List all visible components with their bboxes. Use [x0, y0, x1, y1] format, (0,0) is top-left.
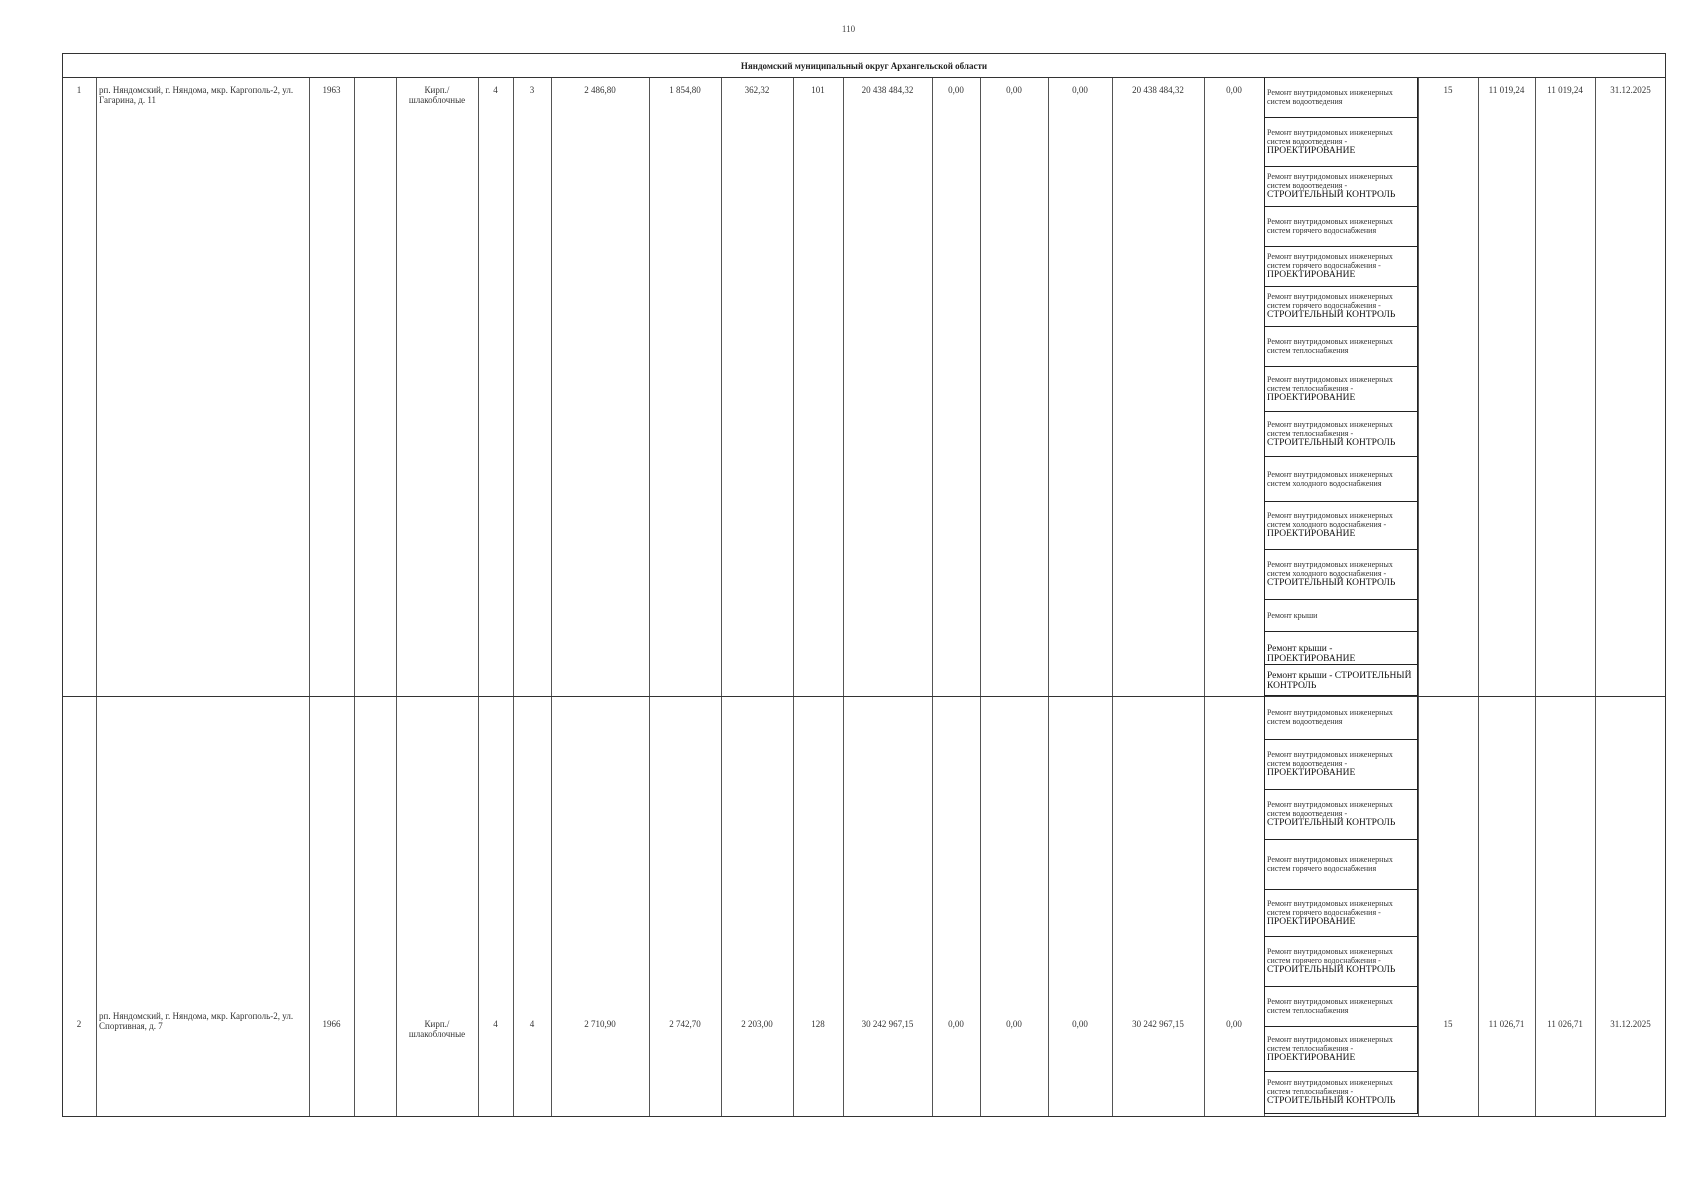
- work-type: [1267, 997, 1417, 1015]
- cell-num: 1: [76, 85, 82, 95]
- work-type-stage: ПРОЕКТИРОВАНИЕ: [1267, 768, 1356, 778]
- work-type-text: Ремонт крыши - ПРОЕКТИРОВАНИЕ: [1267, 643, 1356, 664]
- cell-area-owned: 362,32: [744, 85, 770, 95]
- work-type: [1267, 292, 1417, 320]
- cell-address: рп. Няндомский, г. Няндома, мкр. Каргополь-2, ул. Гагарина, д. 11: [99, 85, 294, 105]
- page-number: 110: [841, 24, 856, 34]
- work-type: [1267, 1078, 1417, 1106]
- column-divider: [1112, 78, 1113, 1116]
- column-divider: [1478, 78, 1479, 1116]
- work-type: [1267, 470, 1417, 488]
- work-type: [1267, 252, 1417, 280]
- work-type: [1267, 671, 1417, 691]
- column-divider: [649, 78, 650, 1116]
- work-type: [1267, 611, 1417, 620]
- work-type-text: Ремонт внутридомовых инженерных систем теплоснабжения -: [1267, 419, 1393, 438]
- cell-address: рп. Няндомский, г. Няндома, мкр. Каргополь-2, ул. Спортивная, д. 7: [99, 1011, 294, 1031]
- cell-cost-other: 0,00: [1226, 1019, 1242, 1029]
- cell-wall: Кирп./ шлакоблочные: [408, 1019, 466, 1039]
- column-divider: [793, 78, 794, 1116]
- work-type-text: Ремонт крыши: [1267, 611, 1318, 620]
- cell-entrances: 4: [529, 1019, 535, 1029]
- column-divider: [96, 78, 97, 1116]
- cell-cost-total: 30 242 967,15: [861, 1019, 914, 1029]
- cell-residents: 128: [811, 1019, 825, 1029]
- work-type-text: Ремонт внутридомовых инженерных систем холодного водоснабжения -: [1267, 511, 1393, 529]
- work-type-text: Ремонт внутридомовых инженерных систем горячего водоснабжения -: [1267, 292, 1393, 310]
- work-type: [1267, 88, 1417, 106]
- cell-area-living: 2 742,70: [669, 1019, 701, 1029]
- work-type-stage: СТРОИТЕЛЬНЫЙ КОНТРОЛЬ: [1267, 190, 1396, 200]
- cell-deadline: 31.12.2025: [1610, 85, 1651, 95]
- section-title: Няндомский муниципальный округ Архангельской области: [62, 53, 1666, 78]
- column-divider: [721, 78, 722, 1116]
- cell-area-living: 1 854,80: [669, 85, 701, 95]
- work-type: [1267, 420, 1417, 448]
- work-type-text: Ремонт внутридомовых инженерных систем горячего водоснабжения: [1267, 855, 1393, 873]
- work-type: [1267, 855, 1417, 873]
- table-frame: [62, 53, 1666, 1117]
- work-type-text: Ремонт внутридомовых инженерных систем теплоснабжения -: [1267, 1034, 1393, 1053]
- work-type: [1267, 899, 1417, 927]
- work-type-stage: СТРОИТЕЛЬНЫЙ КОНТРОЛЬ: [1267, 578, 1396, 588]
- cell-area-total: 2 710,90: [584, 1019, 616, 1029]
- cell-area-owned: 2 203,00: [741, 1019, 773, 1029]
- column-divider: [354, 78, 355, 1116]
- cell-term: 15: [1443, 85, 1453, 95]
- work-type-text: Ремонт внутридомовых инженерных систем холодного водоснабжения: [1267, 469, 1393, 488]
- cell-cost-total: 20 438 484,32: [861, 85, 914, 95]
- row-divider: [62, 696, 1666, 697]
- cell-year: 1966: [322, 1019, 341, 1029]
- cell-unit-cost-max: 11 019,24: [1547, 85, 1583, 95]
- column-divider: [309, 78, 310, 1116]
- cell-residents: 101: [811, 85, 825, 95]
- cell-cost-budget-local: 0,00: [1072, 1019, 1088, 1029]
- work-type-text: Ремонт внутридомовых инженерных систем водоотведения -: [1267, 172, 1393, 190]
- cell-num: 2: [76, 1019, 82, 1029]
- work-type-stage: СТРОИТЕЛЬНЫЙ КОНТРОЛЬ: [1267, 1096, 1396, 1106]
- work-type: [1267, 1035, 1417, 1063]
- cell-floors: 4: [493, 85, 498, 95]
- work-type-text: Ремонт внутридомовых инженерных систем горячего водоснабжения: [1267, 217, 1393, 235]
- work-type-text: Ремонт внутридомовых инженерных систем горячего водоснабжения -: [1267, 898, 1393, 917]
- work-type-text: Ремонт внутридомовых инженерных систем водоотведения: [1267, 88, 1393, 106]
- cell-cost-fund: 0,00: [948, 85, 964, 95]
- column-divider: [551, 78, 552, 1116]
- work-type-text: Ремонт внутридомовых инженерных систем водоотведения: [1267, 708, 1393, 726]
- column-divider: [932, 78, 933, 1116]
- cell-cost-budget-local: 0,00: [1072, 85, 1088, 95]
- work-type-stage: ПРОЕКТИРОВАНИЕ: [1267, 270, 1356, 280]
- work-type-stage: ПРОЕКТИРОВАНИЕ: [1267, 392, 1356, 403]
- column-divider: [1535, 78, 1536, 1116]
- cell-cost-owners: 30 242 967,15: [1132, 1019, 1184, 1029]
- cell-floors: 4: [493, 1019, 498, 1029]
- work-type-text: Ремонт внутридомовых инженерных систем водоотведения -: [1267, 800, 1393, 818]
- work-type: [1267, 375, 1417, 403]
- cell-cost-other: 0,00: [1226, 85, 1242, 95]
- work-type: [1267, 337, 1417, 355]
- work-type-text: Ремонт внутридомовых инженерных систем холодного водоснабжения -: [1267, 560, 1393, 578]
- work-type: [1267, 800, 1417, 828]
- work-type: [1267, 128, 1417, 156]
- work-type-text: Ремонт внутридомовых инженерных систем горячего водоснабжения -: [1267, 947, 1393, 965]
- column-divider: [478, 78, 479, 1116]
- column-divider: [980, 78, 981, 1116]
- column-divider: [396, 78, 397, 1116]
- cell-cost-fund: 0,00: [948, 1019, 964, 1029]
- column-divider: [1204, 78, 1205, 1116]
- work-type: [1267, 172, 1417, 200]
- work-type-stage: ПРОЕКТИРОВАНИЕ: [1267, 145, 1356, 156]
- work-type: [1267, 217, 1417, 235]
- work-type-text: Ремонт внутридомовых инженерных систем теплоснабжения: [1267, 337, 1393, 355]
- work-type-text: Ремонт внутридомовых инженерных систем теплоснабжения -: [1267, 1078, 1393, 1096]
- column-divider: [843, 78, 844, 1116]
- work-type: [1267, 947, 1417, 975]
- work-type-stage: ПРОЕКТИРОВАНИЕ: [1267, 529, 1356, 539]
- work-type-stage: ПРОЕКТИРОВАНИЕ: [1267, 1052, 1356, 1063]
- column-divider: [1595, 78, 1596, 1116]
- cell-cost-owners: 20 438 484,32: [1132, 85, 1184, 95]
- cell-area-total: 2 486,80: [584, 85, 616, 95]
- work-type-stage: ПРОЕКТИРОВАНИЕ: [1267, 916, 1356, 927]
- work-type-text: Ремонт внутридомовых инженерных систем водоотведения -: [1267, 127, 1393, 146]
- cell-unit-cost: 11 026,71: [1488, 1019, 1525, 1029]
- cell-year: 1963: [322, 85, 341, 95]
- cell-cost-budget-region: 0,00: [1006, 85, 1022, 95]
- column-divider: [1048, 78, 1049, 1116]
- work-type-text: Ремонт внутридомовых инженерных систем теплоснабжения -: [1267, 374, 1393, 393]
- cell-entrances: 3: [529, 85, 535, 95]
- work-type-stage: СТРОИТЕЛЬНЫЙ КОНТРОЛЬ: [1267, 437, 1396, 448]
- work-type-text: Ремонт внутридомовых инженерных систем теплоснабжения: [1267, 997, 1393, 1015]
- work-type: [1267, 511, 1417, 539]
- cell-deadline: 31.12.2025: [1610, 1019, 1651, 1029]
- cell-unit-cost: 11 019,24: [1488, 85, 1525, 95]
- work-type: [1267, 560, 1417, 588]
- work-type-text: Ремонт крыши - СТРОИТЕЛЬНЫЙ КОНТРОЛЬ: [1267, 670, 1412, 691]
- cell-wall: Кирп./ шлакоблочные: [408, 85, 466, 105]
- column-divider: [513, 78, 514, 1116]
- work-type: [1267, 750, 1417, 778]
- cell-term: 15: [1443, 1019, 1453, 1029]
- work-type-stage: СТРОИТЕЛЬНЫЙ КОНТРОЛЬ: [1267, 965, 1396, 975]
- work-type-text: Ремонт внутридомовых инженерных систем водоотведения -: [1267, 750, 1393, 768]
- work-type: [1267, 644, 1417, 664]
- work-type-stage: СТРОИТЕЛЬНЫЙ КОНТРОЛЬ: [1267, 310, 1396, 320]
- column-divider: [1418, 78, 1419, 1116]
- work-type: [1267, 708, 1417, 726]
- work-type-text: Ремонт внутридомовых инженерных систем горячего водоснабжения -: [1267, 252, 1393, 270]
- cell-cost-budget-region: 0,00: [1006, 1019, 1022, 1029]
- cell-unit-cost-max: 11 026,71: [1547, 1019, 1583, 1029]
- work-type-stage: СТРОИТЕЛЬНЫЙ КОНТРОЛЬ: [1267, 818, 1396, 828]
